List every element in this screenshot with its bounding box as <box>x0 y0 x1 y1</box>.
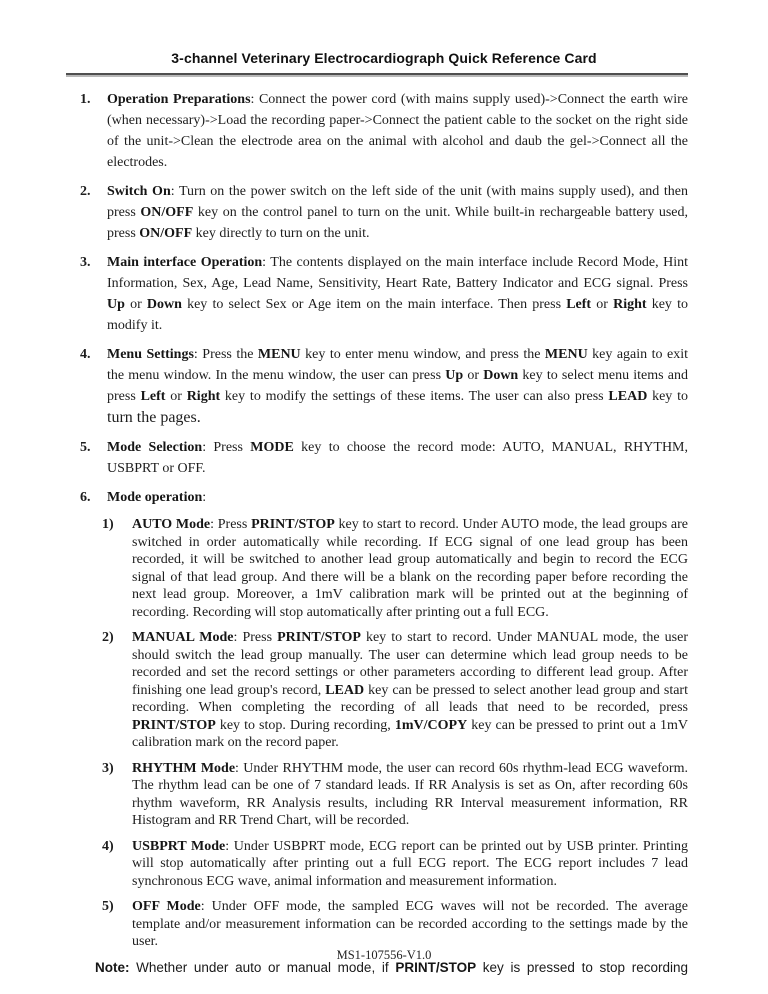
text-run: key on the control panel to turn on the unit. While built-in rechargeable battery used, press <box>107 205 688 241</box>
bold-text: PRINT/STOP <box>132 717 216 733</box>
sub-item-text <box>132 838 688 891</box>
sub-item-text <box>132 898 688 951</box>
text-run: : Press <box>210 517 252 532</box>
text-run: or <box>165 389 187 404</box>
bold-text: Main interface Operation <box>107 255 263 270</box>
footer-version: MS1-107556-V1.0 <box>336 948 432 962</box>
list-item <box>80 437 688 479</box>
item-number: 2. <box>80 184 91 199</box>
item-text <box>107 344 688 429</box>
sub-list-item <box>102 629 688 752</box>
sub-list-item <box>102 760 688 830</box>
item-text <box>107 89 688 173</box>
bold-text: RHYTHM Mode <box>132 760 236 776</box>
text-run: key to modify it. <box>107 297 688 333</box>
bold-text: Mode Selection <box>107 440 203 455</box>
bold-text: AUTO Mode <box>132 517 211 532</box>
text-run: key to stop. During recording, <box>215 717 395 733</box>
list-item <box>80 89 688 173</box>
item-number: 6. <box>80 490 91 505</box>
text-run: key to start to record. Under MANUAL mode, the user should switch the lead group manually. The user can determine which lead group needs to be recorded and set the record settings or other parameters according to different lead group. After finishing one lead group's record, <box>132 630 688 698</box>
text-run: : Press <box>233 630 278 645</box>
bold-text: 1mV/COPY <box>394 717 468 733</box>
text-run: key again to exit the menu window. In the menu window, the user can press <box>107 347 688 383</box>
text-run: Whether under auto or manual mode, if <box>129 959 396 975</box>
item-text <box>107 487 688 508</box>
text-run: key can be pressed to print out a 1mV calibration mark on the record paper. <box>132 717 689 750</box>
bold-text: Up <box>107 297 125 312</box>
bold-text: Down <box>146 297 182 312</box>
sub-list-item <box>102 838 688 891</box>
numbered-list <box>80 89 688 951</box>
list-item <box>80 252 688 336</box>
sub-item-text <box>132 760 688 830</box>
bold-text: Left <box>566 297 592 312</box>
text-run: key is pressed to stop recording <box>476 959 688 975</box>
text-run: : Press the <box>193 347 258 362</box>
bold-text: Down <box>483 368 519 383</box>
sub-item-number: 2) <box>102 630 114 645</box>
text-run: key to enter menu window, and press the <box>300 347 545 362</box>
list-item <box>80 487 688 508</box>
bold-text: Mode operation <box>107 490 203 505</box>
text-run: or <box>463 368 484 383</box>
bold-text: Right <box>613 297 647 312</box>
sub-item-number: 4) <box>102 838 114 854</box>
text-run: or <box>124 297 147 312</box>
bold-text: Note: <box>95 959 130 975</box>
bold-text: ON/OFF <box>140 205 194 220</box>
bold-text: ON/OFF <box>139 226 193 241</box>
bold-text: PRINT/STOP <box>395 959 477 975</box>
text-run: : Connect the power cord (with mains supply used)->Connect the earth wire (when necessary)->Load the recording paper->Connect the patient cable to the socket on the right side of the unit->Clean the electrode area on the animal with alcohol and daub the gel->Connect all the electrodes. <box>107 92 688 170</box>
sub-item-number: 1) <box>102 517 114 532</box>
item-text <box>107 181 688 244</box>
text-run: : The contents displayed on the main interface include Record Mode, Hint Information, Sex, Age, Lead Name, Sensitivity, Heart Rate, Battery Indicator and ECG signal. Press <box>107 255 688 291</box>
text-run: : <box>202 490 207 505</box>
text-run: key to choose the record mode: AUTO, MANUAL, RHYTHM, USBPRT or OFF. <box>107 440 688 476</box>
bold-text: Operation Preparations <box>107 92 251 107</box>
item-number: 3. <box>80 255 91 270</box>
bold-text: Right <box>186 389 221 404</box>
item-text <box>107 252 688 336</box>
text-run: : Under OFF mode, the sampled ECG waves will not be recorded. The average template and/or measurement information can be recorded according to the settings made by the user. <box>132 899 689 949</box>
text-run: key can be pressed to select another lead group and start recording. When completing the recording of all leads that need to be recorded, press <box>132 682 688 715</box>
text-run: key directly to turn on the unit. <box>192 226 370 241</box>
bold-text: USBPRT Mode <box>132 838 226 854</box>
text-run: turn the pages. <box>107 409 201 426</box>
sub-item-text <box>132 516 688 621</box>
text-run: : Turn on the power switch on the left side of the unit (with mains supply used), and then press <box>107 184 689 220</box>
list-item <box>80 344 688 429</box>
bold-text: Left <box>140 389 166 404</box>
sub-list-item <box>102 898 688 951</box>
text-run: : Under USBPRT mode, ECG report can be printed out by USB printer. Printing will stop automatically after printing out a full ECG report. The ECG report includes 7 lead synchronous ECG wave, animal information and measurement information. <box>132 838 689 889</box>
bold-text: MENU <box>544 347 588 362</box>
text-run: key to start to record. Under AUTO mode, the lead groups are switched in order automatically while recording. If ECG signal of one lead group has been recorded, it will be switched to another lead group automatically and begin to record the ECG signal of that lead group. And there will be a blank on the recording paper before recording the next lead group. Moreover, a 1mV calibration mark will be printed out at the beginning of recording. Recording will stop automatically after printing out a full ECG. <box>132 517 688 620</box>
item-number: 5. <box>80 440 91 455</box>
bold-text: MANUAL Mode <box>132 630 234 645</box>
text-run: : Press <box>202 440 251 455</box>
bold-text: Up <box>445 368 464 383</box>
bold-text: PRINT/STOP <box>251 517 335 532</box>
item-text <box>107 437 688 479</box>
item-number: 1. <box>80 92 91 107</box>
item-number: 4. <box>80 347 91 362</box>
sub-item-number: 5) <box>102 899 114 914</box>
text-run: key to select menu items and press <box>107 368 688 404</box>
bold-text: MODE <box>250 440 294 455</box>
sub-list-item <box>102 516 688 621</box>
text-run: : Under RHYTHM mode, the user can record 60s rhythm-lead ECG waveform. The rhythm lead can be one of 7 standard leads. If RR Analysis is set as On, after recording 60s rhythm waveform, RR Analysis results, including RR Interval measurement information, RR Histogram and RR Trend Chart, will be recorded. <box>132 760 688 828</box>
bold-text: Switch On <box>107 184 171 199</box>
sub-item-text <box>132 629 688 752</box>
text-run: key to modify the settings of these items. The user can also press <box>220 389 609 404</box>
sub-item-number: 3) <box>102 760 114 776</box>
title-rule <box>66 73 688 75</box>
bold-text: MENU <box>257 347 301 362</box>
bold-text: Menu Settings <box>107 347 194 362</box>
bold-text: LEAD <box>325 682 365 698</box>
text-run: or <box>591 297 614 312</box>
bold-text: LEAD <box>608 389 648 404</box>
bold-text: PRINT/STOP <box>277 630 361 645</box>
page-title: 3-channel Veterinary Electrocardiograph Quick Reference Card <box>171 50 597 66</box>
sub-list <box>102 516 688 951</box>
list-item <box>80 181 688 244</box>
text-run: key to select Sex or Age item on the main interface. Then press <box>181 297 567 312</box>
text-run: key to <box>647 389 688 404</box>
bold-text: OFF Mode <box>132 899 201 914</box>
